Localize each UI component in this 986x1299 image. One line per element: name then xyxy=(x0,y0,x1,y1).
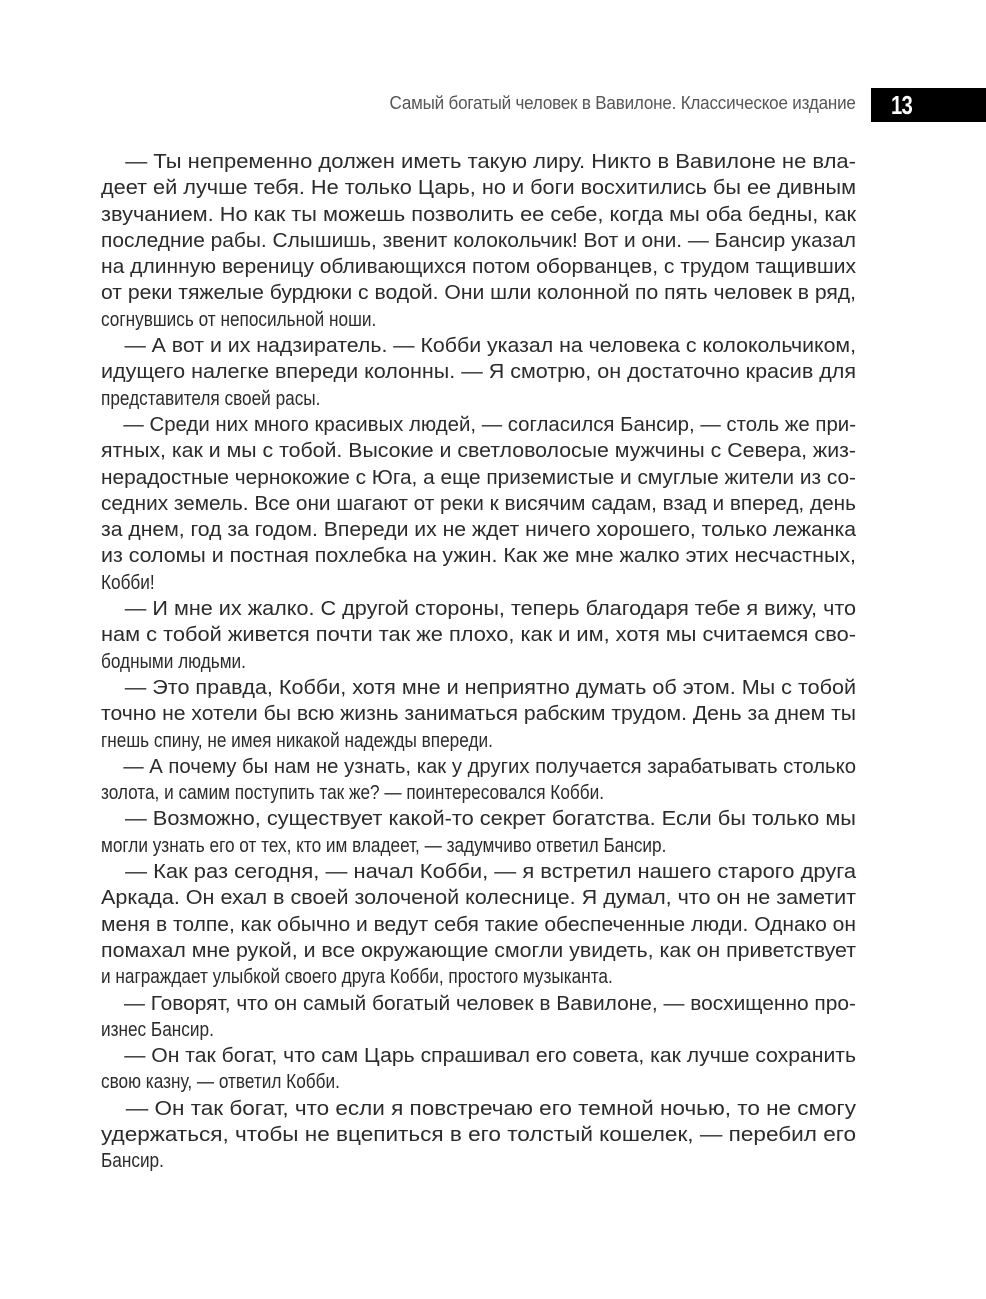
text-line xyxy=(101,885,856,911)
text-line xyxy=(101,622,856,648)
line-text: точно не хотели бы всю жизнь заниматься рабским трудом. День за днем ты xyxy=(101,703,856,726)
text-line xyxy=(101,780,856,806)
paragraph-first-line xyxy=(101,596,856,622)
line-text: Аркада. Он ехал в своей золоченой колеснице. Я думал, что он не заметит xyxy=(101,887,857,910)
line-text: — Как раз сегодня, — начал Кобби, — я встретил нашего старого друга xyxy=(125,861,857,884)
text-line xyxy=(101,1122,856,1148)
text-line xyxy=(101,254,856,280)
line-text: седних земель. Все они шагают от реки к висячим садам, взад и вперед, день xyxy=(101,492,856,515)
text-line xyxy=(101,280,856,306)
text-line xyxy=(101,228,856,254)
line-text: изнес Бансир. xyxy=(101,1018,214,1041)
text-line xyxy=(101,307,856,333)
line-text: — Он так богат, что сам Царь спрашивал его совета, как лучше сохранить xyxy=(124,1045,856,1068)
line-text: свою казну, — ответил Кобби. xyxy=(101,1071,340,1094)
text-line xyxy=(101,543,856,569)
line-text: звучанием. Но как ты можешь позволить ее себе, когда мы оба бедны, как xyxy=(101,203,857,226)
line-text: согнувшись от непосильной ноши. xyxy=(101,308,377,331)
page-number: 13 xyxy=(891,90,912,120)
line-text: ятных, как и мы с тобой. Высокие и светловолосые мужчины с Севера, жиз- xyxy=(101,440,856,463)
text-line xyxy=(101,938,856,964)
line-text: от реки тяжелые бурдюки с водой. Они шли колонной по пять человек в ряд, xyxy=(101,282,857,305)
line-text: за днем, год за годом. Впереди их не ждет ничего хорошего, только лежанка xyxy=(101,519,857,542)
text-line xyxy=(101,964,856,990)
line-text: деет ей лучше тебя. Не только Царь, но и боги восхитились бы ее дивным xyxy=(101,177,856,200)
line-text: — Говорят, что он самый богатый человек в Вавилоне, — восхищенно про- xyxy=(123,992,856,1015)
text-line xyxy=(101,438,856,464)
text-line xyxy=(101,1069,856,1095)
line-text: золота, и самим поступить так же? — поинтересовался Кобби. xyxy=(101,782,604,805)
line-text: могли узнать его от тех, кто им владеет, — задумчиво ответил Бансир. xyxy=(101,834,667,857)
paragraph-first-line xyxy=(101,806,856,832)
text-line xyxy=(101,465,856,491)
text-line xyxy=(101,912,856,938)
line-text: Бансир. xyxy=(101,1150,164,1173)
paragraph-first-line xyxy=(101,991,856,1017)
line-text: последние рабы. Слышишь, звенит колокольчик! Вот и они. — Бансир указал xyxy=(101,229,856,252)
text-line xyxy=(101,386,856,412)
text-line xyxy=(101,1017,856,1043)
text-line xyxy=(101,517,856,543)
line-text: и награждает улыбкой своего друга Кобби, простого музыканта. xyxy=(101,966,613,989)
line-text: — А вот и их надзиратель. — Кобби указал на человека с колокольчиком, xyxy=(124,335,857,358)
paragraph-first-line xyxy=(101,333,856,359)
line-text: на длинную вереницу обливающихся потом оборванцев, с трудом тащивших xyxy=(101,256,856,279)
line-text: — Он так богат, что если я повстречаю его темной ночью, то не смогу xyxy=(125,1097,857,1120)
body-text xyxy=(101,149,856,1175)
text-line xyxy=(101,701,856,727)
line-text: нерадостные чернокожие с Юга, а еще приземистые и смуглые жители из со- xyxy=(101,466,856,489)
paragraph-first-line xyxy=(101,1043,856,1069)
line-text: гнешь спину, не имея никакой надежды впереди. xyxy=(101,729,493,752)
paragraph-first-line xyxy=(101,754,856,780)
text-line xyxy=(101,491,856,517)
text-line xyxy=(101,359,856,385)
line-text: — Возможно, существует какой-то секрет богатства. Если бы только мы xyxy=(124,808,856,831)
line-text: Кобби! xyxy=(101,571,155,594)
text-line xyxy=(101,1148,856,1174)
text-line xyxy=(101,728,856,754)
line-text: из соломы и постная похлебка на ужин. Как же мне жалко этих несчастных, xyxy=(101,545,856,568)
line-text: помахал мне рукой, и все окружающие смогли увидеть, как он приветствует xyxy=(101,939,857,962)
text-line xyxy=(101,202,856,228)
line-text: — Это правда, Кобби, хотя мне и неприятно думать об этом. Мы с тобой xyxy=(124,676,857,699)
line-text: — И мне их жалко. С другой стороны, теперь благодаря тебе я вижу, что xyxy=(124,598,857,621)
text-line xyxy=(101,570,856,596)
line-text: меня в толпе, как обычно и ведут себя такие обеспеченные люди. Однако он xyxy=(101,913,856,936)
running-header-title: Самый богатый человек в Вавилоне. Классическое издание xyxy=(389,92,856,113)
line-text: — А почему бы нам не узнать, как у других получается зарабатывать столько xyxy=(123,755,856,778)
text-line xyxy=(101,175,856,201)
line-text: — Ты непременно должен иметь такую лиру. Никто в Вавилоне не вла- xyxy=(125,151,856,173)
line-text: бодными людьми. xyxy=(101,650,246,673)
line-text: — Среди них много красивых людей, — согласился Бансир, — столь же при- xyxy=(123,413,856,436)
line-text: нам с тобой живется почти так же плохо, как и им, хотя мы считаемся сво- xyxy=(101,624,856,647)
paragraph-first-line xyxy=(101,412,856,438)
page-number-tab xyxy=(871,88,986,122)
line-text: представителя своей расы. xyxy=(101,387,321,410)
text-line xyxy=(101,649,856,675)
text-line xyxy=(101,833,856,859)
line-text: идущего налегке впереди колонны. — Я смотрю, он достаточно красив для xyxy=(101,361,857,384)
paragraph-first-line xyxy=(101,675,856,701)
paragraph-first-line xyxy=(101,149,856,175)
paragraph-first-line xyxy=(101,859,856,885)
line-text: удержаться, чтобы не вцепиться в его толстый кошелек, — перебил его xyxy=(101,1123,857,1146)
paragraph-first-line xyxy=(101,1096,856,1122)
